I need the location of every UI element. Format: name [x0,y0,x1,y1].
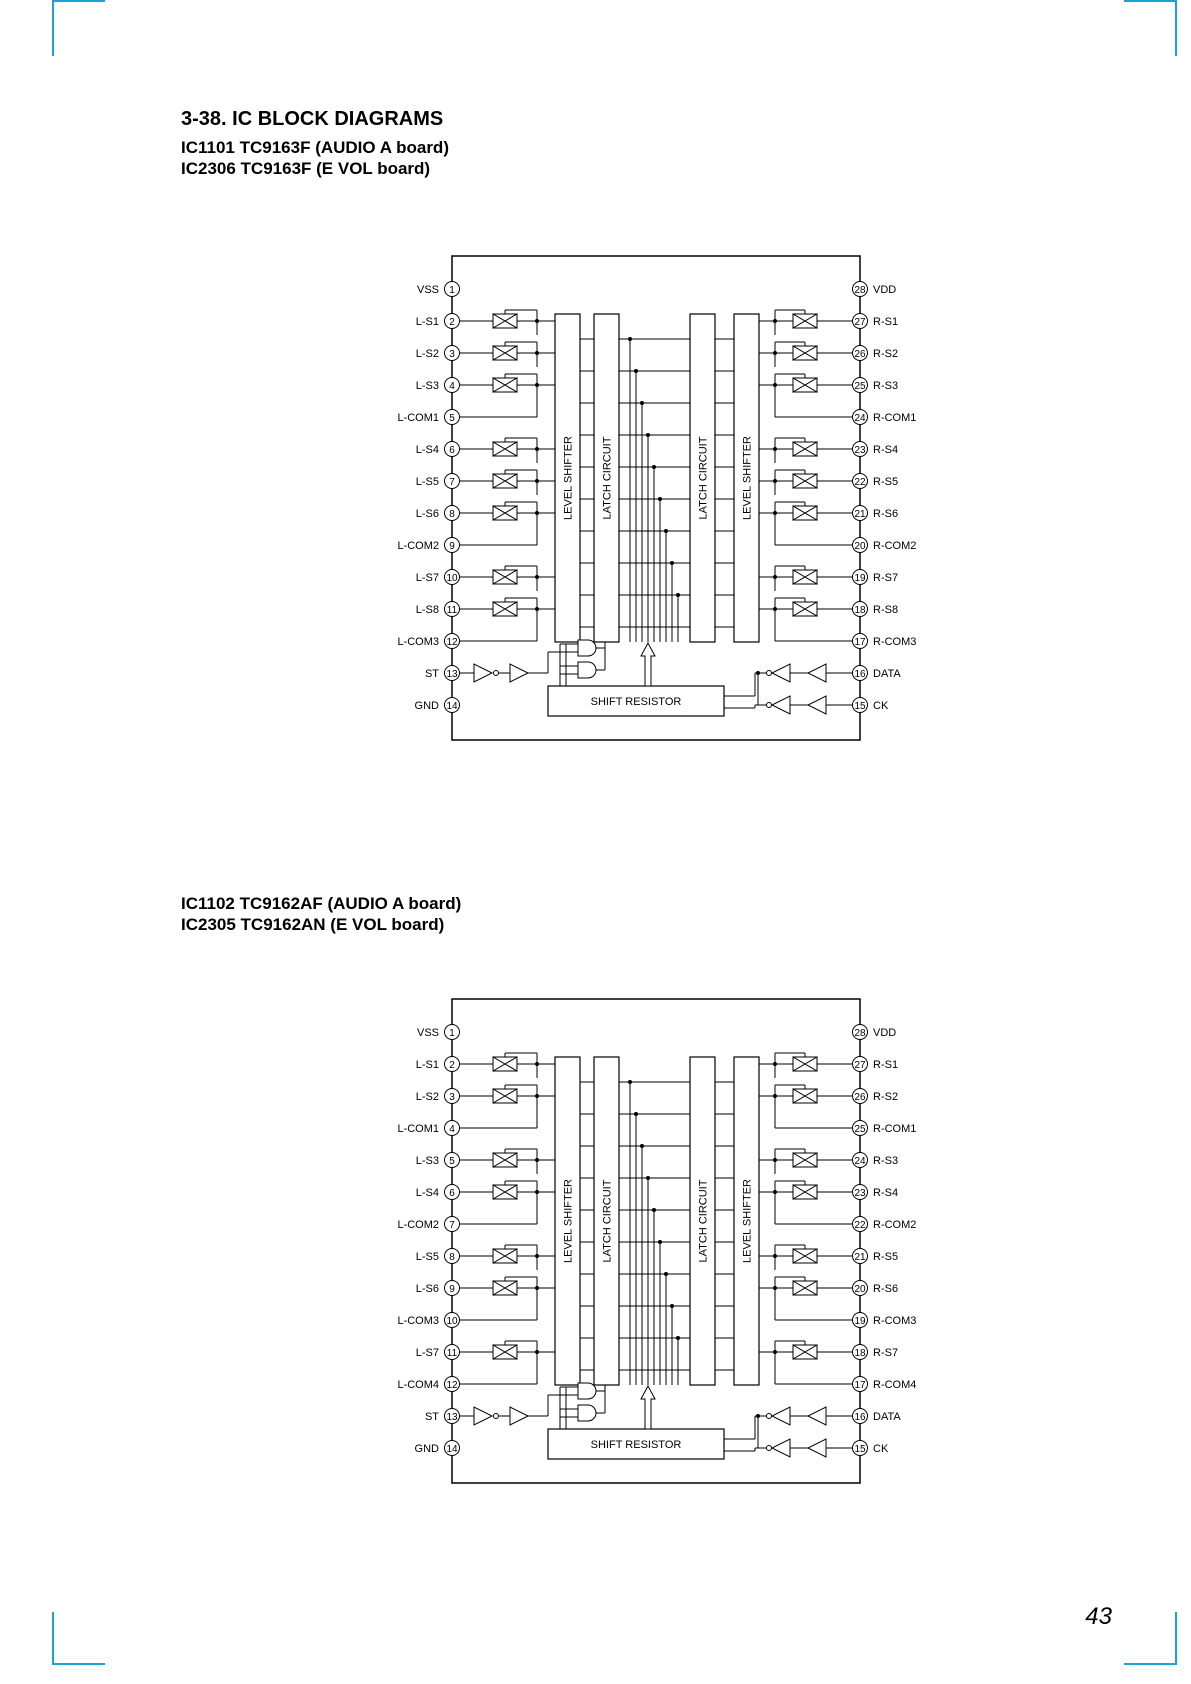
pin-label-ck: CK [873,1443,889,1455]
pin-label-r-s1: R-S1 [873,1059,899,1071]
junction-dot [773,1158,777,1162]
analog-switch-icon [493,570,517,584]
junction-dot [640,401,644,405]
analog-switch-icon [793,1281,817,1295]
pin-number-12: 12 [446,1380,458,1391]
junction-dot [773,319,777,323]
pin-number-15: 15 [854,1444,866,1455]
analog-switch-icon [493,602,517,616]
analog-switch-icon [493,378,517,392]
buffer-icon [474,664,492,682]
junction-dot [664,1272,668,1276]
pin-label-vdd: VDD [873,1027,897,1039]
pin-label-r-s4: R-S4 [873,444,899,456]
and-gate-icon [578,662,596,678]
junction-dot [646,433,650,437]
pin-label-l-com3: L-COM3 [397,1315,439,1327]
pin-number-15: 15 [854,701,866,712]
junction-dot [535,351,539,355]
pin-label-ck: CK [873,700,889,712]
crop-mark-bottom-left [53,1612,105,1664]
pin-label-l-s3: L-S3 [415,1155,439,1167]
pin-label-l-com2: L-COM2 [397,540,439,552]
level-shifter-right-label: LEVEL SHIFTER [741,1179,754,1263]
junction-dot [535,383,539,387]
pin-label-r-com3: R-COM3 [873,636,917,648]
diagram-body [397,256,916,740]
pin-label-l-com3: L-COM3 [397,636,439,648]
pin-label-gnd: GND [414,700,439,712]
pin-label-vdd: VDD [873,284,897,296]
analog-switch-icon [793,442,817,456]
pin-number-2: 2 [449,317,455,328]
pin-number-14: 14 [446,1444,458,1455]
pin-label-l-s2: L-S2 [415,1091,439,1103]
junction-dot [676,593,680,597]
data-flow-arrow-icon [641,643,655,686]
junction-dot [535,1254,539,1258]
pin-label-l-s5: L-S5 [415,476,439,488]
pin-number-18: 18 [854,605,866,616]
junction-dot [535,607,539,611]
junction-dot [773,383,777,387]
junction-dot [773,607,777,611]
buffer-icon [772,1439,790,1457]
crop-mark-bottom-right [1124,1612,1176,1664]
buffer-icon [510,1407,528,1425]
pin-number-27: 27 [854,317,866,328]
junction-dot [535,1286,539,1290]
pin-label-l-s5: L-S5 [415,1251,439,1263]
inverter-bubble-icon [767,1414,772,1419]
ic-block-diagram-tc9162af [0,983,1191,1493]
pin-number-24: 24 [854,1156,866,1167]
pin-number-2: 2 [449,1060,455,1071]
pin-number-21: 21 [854,509,866,520]
diagram-body [397,999,916,1483]
section-title: 3-38. IC BLOCK DIAGRAMS [181,108,444,130]
inverter-bubble-icon [494,671,499,676]
analog-switch-icon [493,1057,517,1071]
junction-dot [756,1414,760,1418]
pin-label-r-com4: R-COM4 [873,1379,917,1391]
pin-label-l-com2: L-COM2 [397,1219,439,1231]
buffer-icon [510,664,528,682]
junction-dot [773,1254,777,1258]
data-flow-arrow-icon [641,1386,655,1429]
junction-dot [670,1304,674,1308]
pin-label-r-s6: R-S6 [873,508,899,520]
analog-switch-icon [793,1249,817,1263]
pin-label-r-com1: R-COM1 [873,412,917,424]
pin-label-r-s3: R-S3 [873,1155,899,1167]
junction-dot [773,1094,777,1098]
pin-number-3: 3 [449,349,455,360]
and-gate-icon [578,1405,596,1421]
analog-switch-icon [493,346,517,360]
pin-label-l-s1: L-S1 [415,1059,439,1071]
pin-number-4: 4 [449,381,455,392]
ic-package-outline [452,999,860,1483]
latch-circuit-right-label: LATCH CIRCUIT [697,1179,710,1263]
analog-switch-icon [793,1345,817,1359]
pin-label-r-com3: R-COM3 [873,1315,917,1327]
buffer-icon [772,696,790,714]
junction-dot [773,1350,777,1354]
ic-package-outline [452,256,860,740]
pin-number-5: 5 [449,413,455,424]
pin-label-r-s5: R-S5 [873,1251,899,1263]
analog-switch-icon [793,346,817,360]
pin-label-l-s6: L-S6 [415,508,439,520]
junction-dot [640,1144,644,1148]
analog-switch-icon [793,506,817,520]
analog-switch-icon [793,602,817,616]
inverter-bubble-icon [767,1446,772,1451]
pin-number-1: 1 [449,1028,455,1039]
buffer-icon [474,1407,492,1425]
pin-number-13: 13 [446,669,458,680]
junction-dot [773,351,777,355]
pin-number-4: 4 [449,1124,455,1135]
pin-number-11: 11 [446,605,458,616]
shift-resistor-label: SHIFT RESISTOR [590,696,682,708]
buffer-icon [808,696,826,714]
and-gate-icon [578,1383,596,1399]
pin-label-l-s7: L-S7 [415,572,439,584]
analog-switch-icon [493,1249,517,1263]
junction-dot [773,1062,777,1066]
junction-dot [773,479,777,483]
junction-dot [756,671,760,675]
analog-switch-icon [793,378,817,392]
pin-number-19: 19 [854,1316,866,1327]
pin-number-8: 8 [449,1252,455,1263]
junction-dot [535,1094,539,1098]
pin-label-l-s4: L-S4 [415,444,439,456]
junction-dot [628,1080,632,1084]
buffer-icon [808,1407,826,1425]
diagram-1-title-line1: IC1101 TC9163F (AUDIO A board) [181,138,449,157]
pin-label-r-com2: R-COM2 [873,540,917,552]
diagram-2-title-line1: IC1102 TC9162AF (AUDIO A board) [181,894,462,913]
diagram-1-title-line2: IC2306 TC9163F (E VOL board) [181,159,431,178]
junction-dot [535,1190,539,1194]
junction-dot [676,1336,680,1340]
pin-number-7: 7 [449,477,455,488]
junction-dot [658,1240,662,1244]
pin-label-l-s8: L-S8 [415,604,439,616]
pin-number-1: 1 [449,285,455,296]
pin-label-gnd: GND [414,1443,439,1455]
shift-resistor-label: SHIFT RESISTOR [590,1439,682,1451]
junction-dot [535,1158,539,1162]
latch-circuit-left-label: LATCH CIRCUIT [601,1179,614,1263]
pin-number-13: 13 [446,1412,458,1423]
junction-dot [658,497,662,501]
junction-dot [664,529,668,533]
junction-dot [773,575,777,579]
analog-switch-icon [793,1089,817,1103]
pin-label-vss: VSS [416,1027,439,1039]
junction-dot [628,337,632,341]
pin-number-10: 10 [446,573,458,584]
pin-label-r-com1: R-COM1 [873,1123,917,1135]
junction-dot [773,1286,777,1290]
pin-label-r-s6: R-S6 [873,1283,899,1295]
pin-label-r-s2: R-S2 [873,1091,899,1103]
pin-label-l-com1: L-COM1 [397,412,439,424]
pin-number-17: 17 [854,1380,866,1391]
pin-number-18: 18 [854,1348,866,1359]
latch-circuit-right-label: LATCH CIRCUIT [697,436,710,520]
pin-number-26: 26 [854,349,866,360]
junction-dot [634,369,638,373]
pin-label-r-s8: R-S8 [873,604,899,616]
inverter-bubble-icon [767,671,772,676]
pin-label-st: ST [424,1411,439,1423]
junction-dot [535,479,539,483]
pin-label-r-s7: R-S7 [873,1347,899,1359]
junction-dot [634,1112,638,1116]
analog-switch-icon [493,474,517,488]
pin-number-25: 25 [854,381,866,392]
inverter-bubble-icon [494,1414,499,1419]
analog-switch-icon [793,1185,817,1199]
pin-label-l-com4: L-COM4 [397,1379,439,1391]
pin-number-10: 10 [446,1316,458,1327]
pin-label-r-s5: R-S5 [873,476,899,488]
pin-number-28: 28 [854,285,866,296]
analog-switch-icon [493,1185,517,1199]
pin-number-3: 3 [449,1092,455,1103]
analog-switch-icon [493,1345,517,1359]
junction-dot [535,1062,539,1066]
pin-label-l-s3: L-S3 [415,380,439,392]
ic-block-diagram-tc9163f [0,240,1191,750]
junction-dot [773,1190,777,1194]
pin-label-vss: VSS [416,284,439,296]
pin-number-9: 9 [449,541,455,552]
junction-dot [535,319,539,323]
pin-number-26: 26 [854,1092,866,1103]
pin-label-r-com2: R-COM2 [873,1219,917,1231]
pin-number-20: 20 [854,541,866,552]
analog-switch-icon [793,314,817,328]
pin-number-7: 7 [449,1220,455,1231]
pin-number-6: 6 [449,445,455,456]
pin-label-r-s4: R-S4 [873,1187,899,1199]
analog-switch-icon [493,1281,517,1295]
pin-number-8: 8 [449,509,455,520]
junction-dot [535,511,539,515]
buffer-icon [772,1407,790,1425]
junction-dot [646,1176,650,1180]
level-shifter-right-label: LEVEL SHIFTER [741,436,754,520]
pin-number-19: 19 [854,573,866,584]
pin-label-r-s3: R-S3 [873,380,899,392]
pin-label-l-s4: L-S4 [415,1187,439,1199]
pin-label-st: ST [424,668,439,680]
pin-label-l-s1: L-S1 [415,316,439,328]
pin-number-16: 16 [854,669,866,680]
level-shifter-left-label: LEVEL SHIFTER [562,436,575,520]
and-gate-icon [578,640,596,656]
buffer-icon [808,1439,826,1457]
analog-switch-icon [793,570,817,584]
page-number: 43 [1085,1603,1112,1630]
pin-number-27: 27 [854,1060,866,1071]
level-shifter-left-label: LEVEL SHIFTER [562,1179,575,1263]
pin-number-22: 22 [854,1220,866,1231]
pin-label-l-s6: L-S6 [415,1283,439,1295]
pin-number-23: 23 [854,445,866,456]
junction-dot [535,575,539,579]
pin-number-17: 17 [854,637,866,648]
pin-number-20: 20 [854,1284,866,1295]
pin-number-5: 5 [449,1156,455,1167]
pin-label-data: DATA [873,668,901,680]
pin-label-r-s2: R-S2 [873,348,899,360]
analog-switch-icon [493,1153,517,1167]
pin-number-16: 16 [854,1412,866,1423]
pin-number-22: 22 [854,477,866,488]
pin-number-6: 6 [449,1188,455,1199]
junction-dot [535,447,539,451]
pin-number-12: 12 [446,637,458,648]
buffer-icon [808,664,826,682]
junction-dot [773,511,777,515]
latch-circuit-left-label: LATCH CIRCUIT [601,436,614,520]
pin-number-24: 24 [854,413,866,424]
pin-label-data: DATA [873,1411,901,1423]
pin-number-28: 28 [854,1028,866,1039]
analog-switch-icon [793,474,817,488]
junction-dot [652,1208,656,1212]
pin-number-23: 23 [854,1188,866,1199]
analog-switch-icon [793,1057,817,1071]
buffer-icon [772,664,790,682]
pin-label-l-s7: L-S7 [415,1347,439,1359]
pin-label-l-s2: L-S2 [415,348,439,360]
pin-number-11: 11 [446,1348,458,1359]
pin-number-21: 21 [854,1252,866,1263]
crop-mark-top-right [1124,1,1176,56]
crop-mark-top-left [53,1,105,56]
pin-number-9: 9 [449,1284,455,1295]
analog-switch-icon [793,1153,817,1167]
inverter-bubble-icon [767,703,772,708]
pin-label-l-com1: L-COM1 [397,1123,439,1135]
junction-dot [535,1350,539,1354]
junction-dot [670,561,674,565]
junction-dot [652,465,656,469]
analog-switch-icon [493,314,517,328]
analog-switch-icon [493,506,517,520]
analog-switch-icon [493,442,517,456]
analog-switch-icon [493,1089,517,1103]
pin-label-r-s7: R-S7 [873,572,899,584]
diagram-2-title-line2: IC2305 TC9162AN (E VOL board) [181,915,445,934]
pin-number-25: 25 [854,1124,866,1135]
junction-dot [773,447,777,451]
pin-label-r-s1: R-S1 [873,316,899,328]
pin-number-14: 14 [446,701,458,712]
